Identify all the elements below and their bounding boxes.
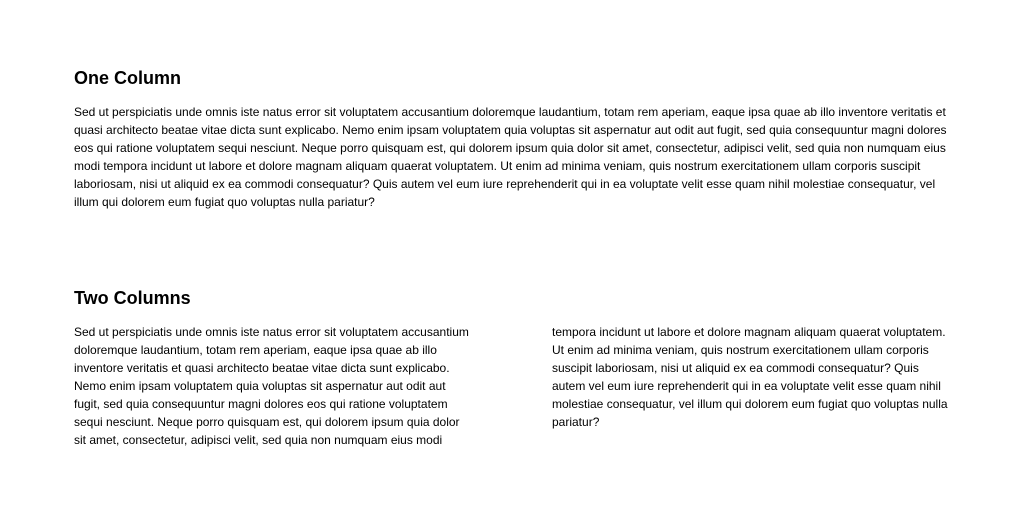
- one-column-section: [74, 66, 950, 211]
- two-columns-container: [74, 323, 950, 449]
- one-column-heading: One Column: [74, 68, 181, 88]
- one-column-paragraph: Sed ut perspiciatis unde omnis iste natus error sit voluptatem accusantium doloremque laudantium, totam rem aperiam, eaque ipsa quae ab illo inventore veritatis et quasi architecto beatae vitae dicta sunt explicabo. Nemo enim ipsam voluptatem quia voluptas sit aspernatur aut odit aut fugit, sed quia consequuntur magni dolores eos qui ratione voluptatem sequi nesciunt. Neque porro quisquam est, qui dolorem ipsum quia dolor sit amet, consectetur, adipisci velit, sed quia non numquam eius modi tempora incidunt ut labore et dolore magnam aliquam quaerat voluptatem. Ut enim ad minima veniam, quis nostrum exercitationem ullam corporis suscipit laboriosam, nisi ut aliquid ex ea commodi consequatur? Quis autem vel eum iure reprehenderit qui in ea voluptate velit esse quam nihil molestiae consequatur, vel illum qui dolorem eum fugiat quo voluptas nulla pariatur?: [74, 105, 947, 209]
- two-columns-section: [74, 286, 950, 449]
- two-columns-paragraph: Sed ut perspiciatis unde omnis iste natus error sit voluptatem accusantium doloremque laudantium, totam rem aperiam, eaque ipsa quae ab illo inventore veritatis et quasi architecto beatae vitae dicta sunt explicabo. Nemo enim ipsam voluptatem quia voluptas sit aspernatur aut odit aut fugit, sed quia consequuntur magni dolores eos qui ratione voluptatem sequi nesciunt. Neque porro quisquam est, qui dolorem ipsum quia dolor sit amet, consectetur, adipisci velit, sed quia non numquam eius modi tempora incidunt ut labore et dolore magnam aliquam quaerat voluptatem. Ut enim ad minima veniam, quis nostrum exercitationem ullam corporis suscipit laboriosam, nisi ut aliquid ex ea commodi consequatur? Quis autem vel eum iure reprehenderit qui in ea voluptate velit esse quam nihil molestiae consequatur, vel illum qui dolorem eum fugiat quo voluptas nulla pariatur?: [74, 325, 948, 447]
- two-columns-heading: Two Columns: [74, 288, 191, 308]
